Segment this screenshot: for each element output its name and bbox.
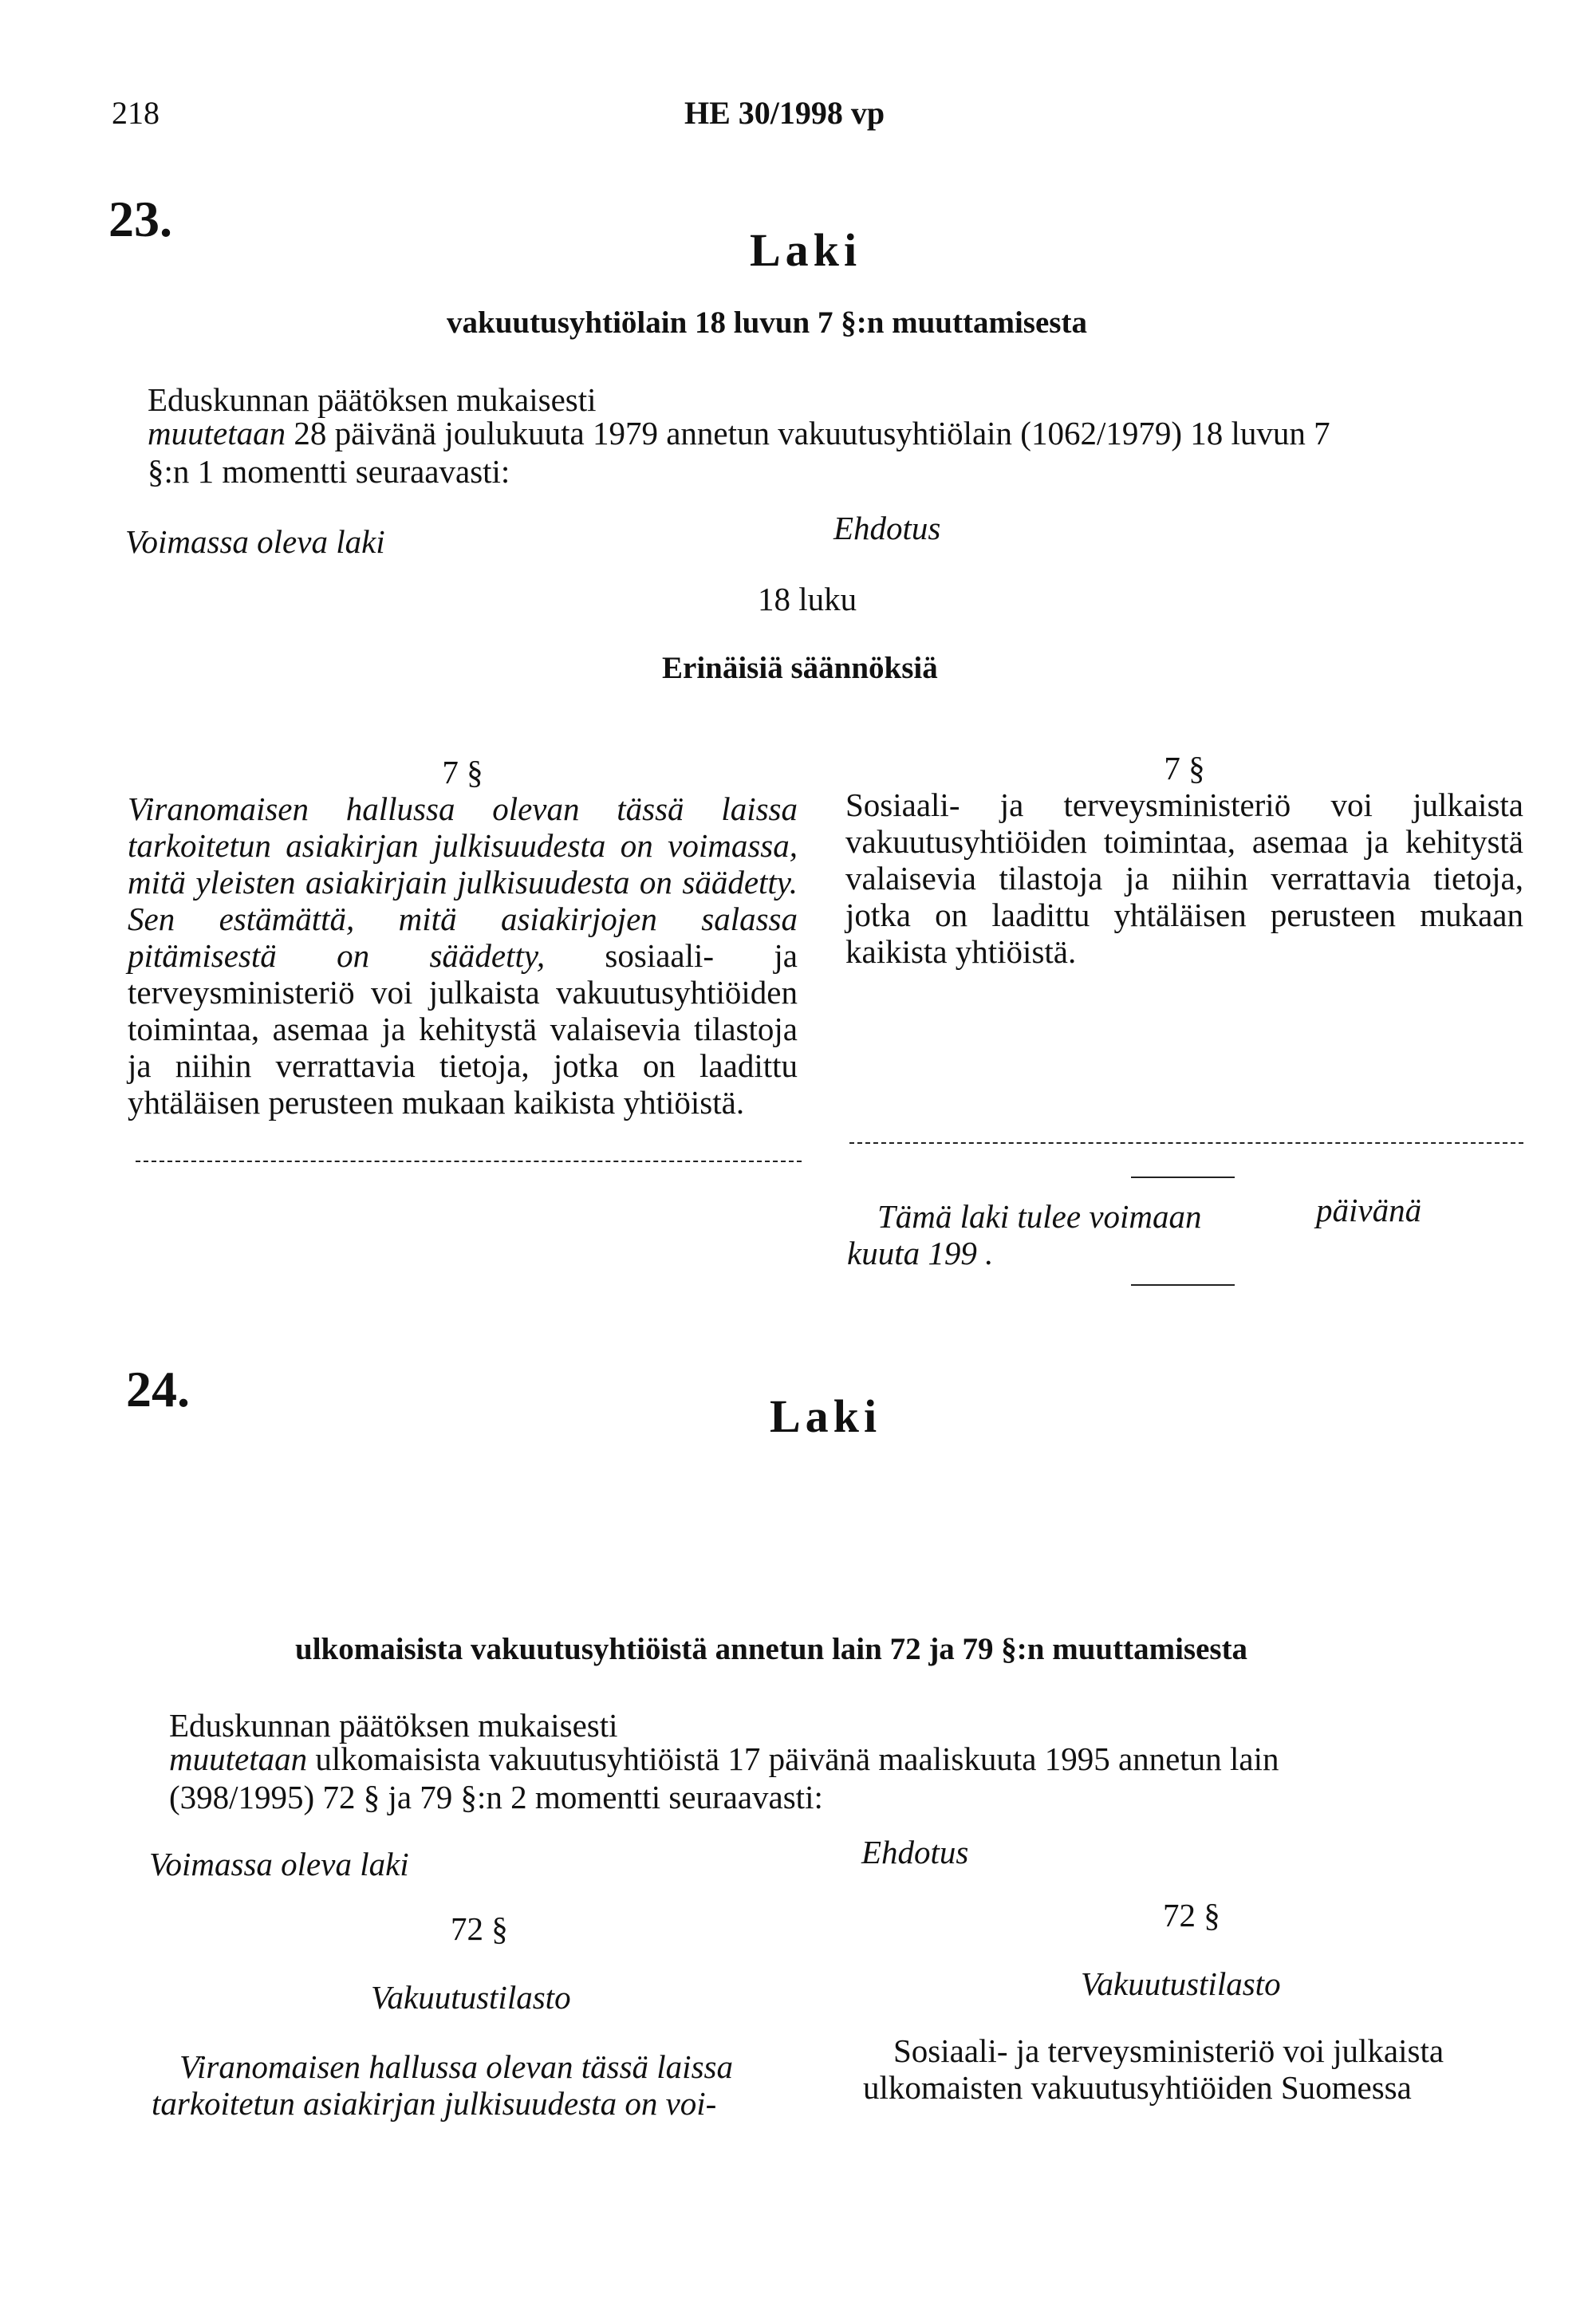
entry-day: päivänä [1316,1192,1422,1228]
section-24-subtitle: ulkomaisista vakuutusyhtiöistä annetun lain 72 ja 79 §:n muuttamisesta [295,1632,1248,1666]
left-italic-text: Viranomaisen hallussa olevan tässä laissa tarkoitetun asiakirjan julkisuudesta on voimassa, mitä yleisten asiakirjain julkisuudesta on säädetty. Sen estämättä, mitä asiakirjojen salassa pitämisestä on säädetty, [128,790,798,974]
section-24-intro-line2 [169,1740,1525,1777]
chapter-title: Erinäisiä säännöksiä [662,651,938,685]
left-text-line2: tarkoitetun asiakirjan julkisuudesta on voi- [152,2085,717,2122]
section-24-title: Laki [770,1390,882,1442]
section-23-intro-line1: Eduskunnan päätöksen mukaisesti [148,381,597,418]
left-paragraph-number-72: 72 § [451,1910,508,1947]
intro-text: 28 päivänä joulukuuta 1979 annetun vakuutusyhtiölain (1062/1979) 18 luvun 7 [286,415,1330,451]
section-23-left-heading: Voimassa oleva laki [125,523,385,560]
section-23-intro-line3: §:n 1 momentti seuraavasti: [148,453,510,490]
right-omission-dashes [849,1142,1523,1144]
intro-verb: muutetaan [169,1740,308,1777]
section-23-intro-line2 [148,415,1330,451]
section-24-left-heading: Voimassa oleva laki [149,1846,409,1882]
entry-into-force: Tämä laki tulee voimaan [877,1198,1202,1235]
right-paragraph-title: Vakuutustilasto [1081,1965,1281,2002]
section-24-right-heading: Ehdotus [861,1834,969,1870]
left-omission-dashes [136,1161,802,1162]
intro-verb: muutetaan [148,415,286,451]
left-paragraph-text [128,790,798,1121]
section-23-right-column [845,750,1523,970]
separator-rule-top [1131,1177,1235,1178]
right-paragraph-number-72: 72 § [1163,1897,1220,1933]
separator-rule-bottom [1131,1284,1235,1286]
intro-text: ulkomaisista vakuutusyhtiöistä 17 päivänä maaliskuuta 1995 annetun lain [307,1740,1279,1777]
right-text-line2: ulkomaisten vakuutusyhtiöiden Suomessa [863,2069,1412,2106]
left-paragraph-number: 7 § [442,754,483,790]
right-paragraph-text: Sosiaali- ja terveysministeriö voi julkaista vakuutusyhtiöiden toimintaa, asemaa ja kehitystä valaisevia tilastoja ja niihin verrattavia tietoja, jotka on laadittu yhtäläisen perusteen mukaan kaikista yhtiöistä. [845,786,1523,970]
section-24-intro-line1: Eduskunnan päätöksen mukaisesti [169,1707,618,1744]
section-23-title: Laki [750,224,862,276]
document-id: HE 30/1998 vp [684,95,885,131]
page-number: 218 [112,95,160,131]
right-paragraph-number: 7 § [1164,750,1205,786]
section-number-23: 23. [108,191,172,247]
entry-month: kuuta 199 . [847,1235,994,1271]
section-number-24: 24. [126,1361,190,1417]
chapter-number: 18 luku [758,581,857,617]
left-text-line1: Viranomaisen hallussa olevan tässä laissa [179,2048,733,2085]
left-plain-text: sosiaali- ja terveysministeriö voi julkaista vakuutusyhtiöiden toimintaa, asemaa ja kehitystä valaisevia tilastoja ja niihin verrattavia tietoja, jotka on laadittu yhtäläisen perusteen mukaan kaikista yhtiöistä. [128,937,798,1121]
section-23-right-heading: Ehdotus [833,510,941,546]
left-paragraph-title: Vakuutustilasto [371,1979,571,2016]
section-23-subtitle: vakuutusyhtiölain 18 luvun 7 §:n muuttamisesta [447,305,1087,340]
right-text-line1: Sosiaali- ja terveysministeriö voi julkaista [893,2032,1444,2069]
section-24-intro-line3: (398/1995) 72 § ja 79 §:n 2 momentti seuraavasti: [169,1779,823,1815]
section-23-left-column [128,754,798,1121]
